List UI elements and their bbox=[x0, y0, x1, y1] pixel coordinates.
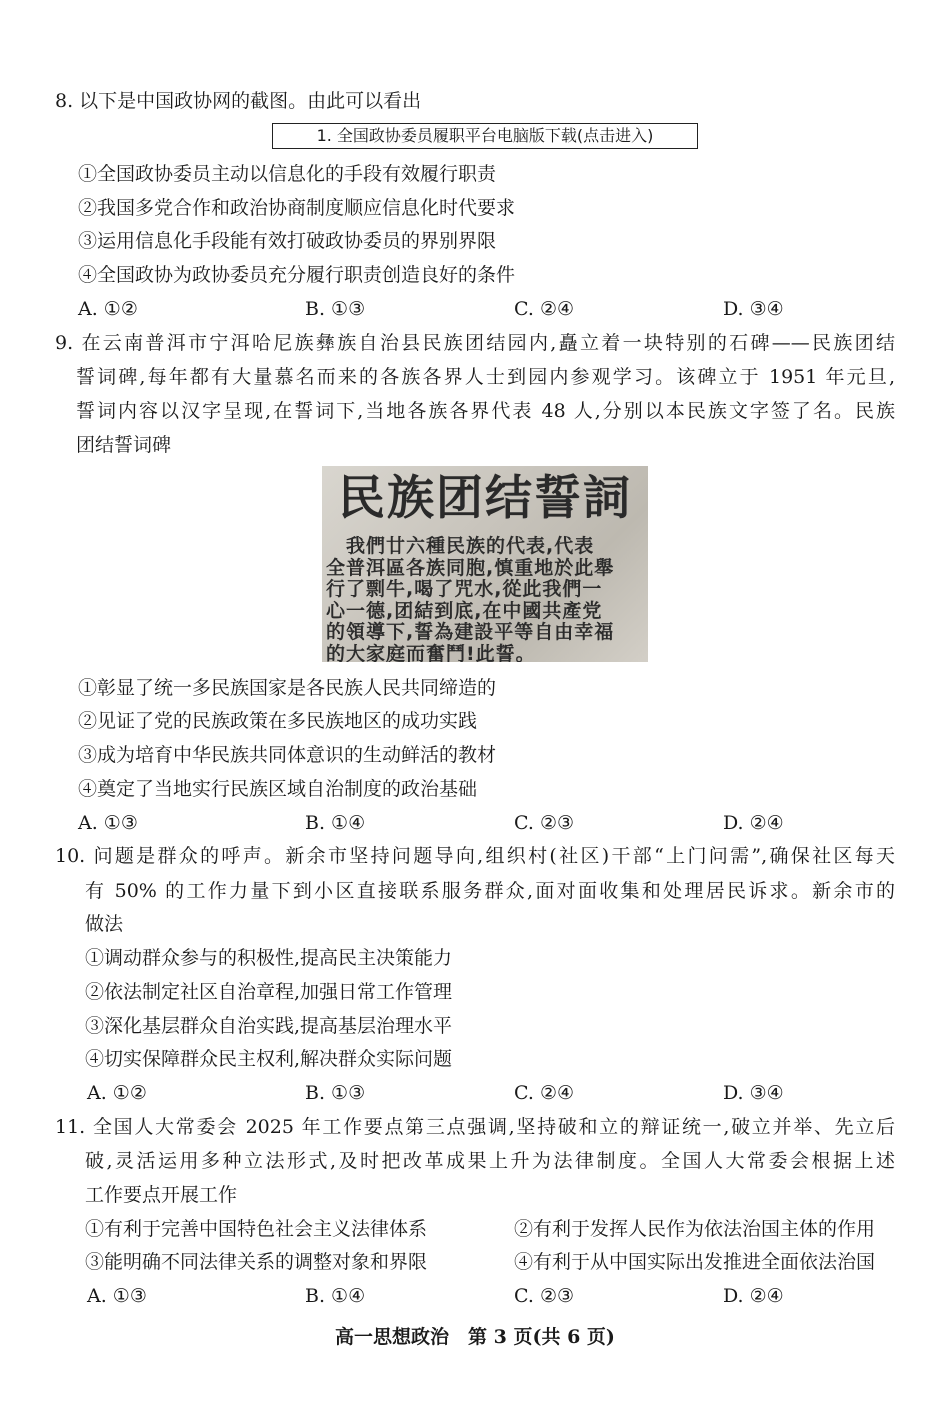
q9-option-d: D. ②④ bbox=[723, 812, 784, 834]
stele-line-6: 的大家庭而奮鬥!此誓。 bbox=[326, 642, 536, 662]
q8-stem: 8. 以下是中国政协网的截图。由此可以看出 bbox=[55, 90, 422, 112]
q10-item-2: ②依法制定社区自治章程,加强日常工作管理 bbox=[85, 981, 453, 1003]
stele-line-5: 的領導下,誓為建設平等自由幸福 bbox=[326, 621, 615, 643]
q8-option-b: B. ①③ bbox=[305, 298, 366, 320]
q11-option-a: A. ①③ bbox=[87, 1285, 147, 1307]
stele-line-4: 心一德,团結到底,在中國共產党 bbox=[326, 599, 603, 622]
stele-title: 民族团结誓詞 bbox=[338, 471, 632, 526]
q10-item-3: ③深化基层群众自治实践,提高基层治理水平 bbox=[85, 1015, 453, 1037]
q8-option-a: A. ①② bbox=[78, 298, 138, 320]
q11-option-b: B. ①④ bbox=[305, 1285, 366, 1307]
q11-stem-line-3: 工作要点开展工作 bbox=[85, 1184, 238, 1206]
q10-item-1: ①调动群众参与的积极性,提高民主决策能力 bbox=[85, 947, 453, 969]
page-footer: 高一思想政治 第 3 页(共 6 页) bbox=[335, 1326, 615, 1348]
q10-item-4: ④切实保障群众民主权利,解决群众实际问题 bbox=[85, 1048, 453, 1070]
q9-stem-line-1: 9. 在云南普洱市宁洱哈尼族彝族自治县民族团结园内,矗立着一块特别的石碑——民族团结 bbox=[55, 332, 895, 354]
q9-stem-line-2: 誓词碑,每年都有大量慕名而来的各族各界人士到园内参观学习。该碑立于 1951 年元旦, bbox=[76, 366, 895, 388]
q9-item-2: ②见证了党的民族政策在多民族地区的成功实践 bbox=[78, 710, 478, 732]
q10-stem-line-2: 有 50% 的工作力量下到小区直接联系服务群众,面对面收集和处理居民诉求。新余市的 bbox=[85, 880, 895, 902]
stele-line-2: 全普洱區各族同胞,慎重地於此舉 bbox=[326, 556, 615, 579]
q10-option-b: B. ①③ bbox=[305, 1082, 366, 1104]
q11-item-1: ①有利于完善中国特色社会主义法律体系 bbox=[85, 1218, 428, 1240]
q11-item-2: ②有利于发挥人民作为依法治国主体的作用 bbox=[514, 1218, 876, 1240]
q8-item-2: ②我国多党合作和政治协商制度顺应信息化时代要求 bbox=[78, 197, 516, 219]
q11-option-c: C. ②③ bbox=[514, 1285, 575, 1307]
q9-item-1: ①彰显了统一多民族国家是各民族人民共同缔造的 bbox=[78, 677, 497, 699]
q11-stem-line-1: 11. 全国人大常委会 2025 年工作要点第三点强调,坚持破和立的辩证统一,破立并举、先立后 bbox=[55, 1116, 895, 1138]
q9-item-4: ④奠定了当地实行民族区域自治制度的政治基础 bbox=[78, 778, 478, 800]
stele-inscription bbox=[326, 536, 646, 662]
q10-option-d: D. ③④ bbox=[723, 1082, 784, 1104]
q8-option-c: C. ②④ bbox=[514, 298, 575, 320]
q10-stem-line-3: 做法 bbox=[85, 913, 124, 935]
q9-stem-line-3: 誓词内容以汉字呈现,在誓词下,当地各族各界代表 48 人,分别以本民族文字签了名。民族 bbox=[76, 400, 895, 422]
q8-screenshot-box: 1. 全国政协委员履职平台电脑版下载(点击进入) bbox=[272, 123, 698, 149]
q10-option-c: C. ②④ bbox=[514, 1082, 575, 1104]
q11-item-4: ④有利于从中国实际出发推进全面依法治国 bbox=[514, 1251, 876, 1273]
q9-option-b: B. ①④ bbox=[305, 812, 366, 834]
q11-item-3: ③能明确不同法律关系的调整对象和界限 bbox=[85, 1251, 428, 1273]
stele-line-1: 我們廿六種民族的代表,代表 bbox=[326, 535, 595, 557]
q10-stem-line-1: 10. 问题是群众的呼声。新余市坚持问题导向,组织村(社区)干部“上门问需”,确保社区每天 bbox=[55, 845, 895, 867]
q9-item-3: ③成为培育中华民族共同体意识的生动鲜活的教材 bbox=[78, 744, 497, 766]
q8-item-3: ③运用信息化手段能有效打破政协委员的界别界限 bbox=[78, 230, 497, 252]
q8-item-4: ④全国政协为政协委员充分履行职责创造良好的条件 bbox=[78, 264, 516, 286]
q11-option-d: D. ②④ bbox=[723, 1285, 784, 1307]
stele-photo bbox=[322, 466, 648, 662]
q9-option-c: C. ②③ bbox=[514, 812, 575, 834]
q8-option-d: D. ③④ bbox=[723, 298, 784, 320]
q11-stem-line-2: 破,灵活运用多种立法形式,及时把改革成果上升为法律制度。全国人大常委会根据上述 bbox=[85, 1150, 895, 1172]
q9-stem-line-4: 团结誓词碑 bbox=[76, 434, 172, 456]
stele-line-3: 行了剽牛,喝了咒水,從此我們一 bbox=[326, 578, 603, 600]
q10-option-a: A. ①② bbox=[87, 1082, 147, 1104]
q8-item-1: ①全国政协委员主动以信息化的手段有效履行职责 bbox=[78, 163, 497, 185]
q9-option-a: A. ①③ bbox=[78, 812, 138, 834]
